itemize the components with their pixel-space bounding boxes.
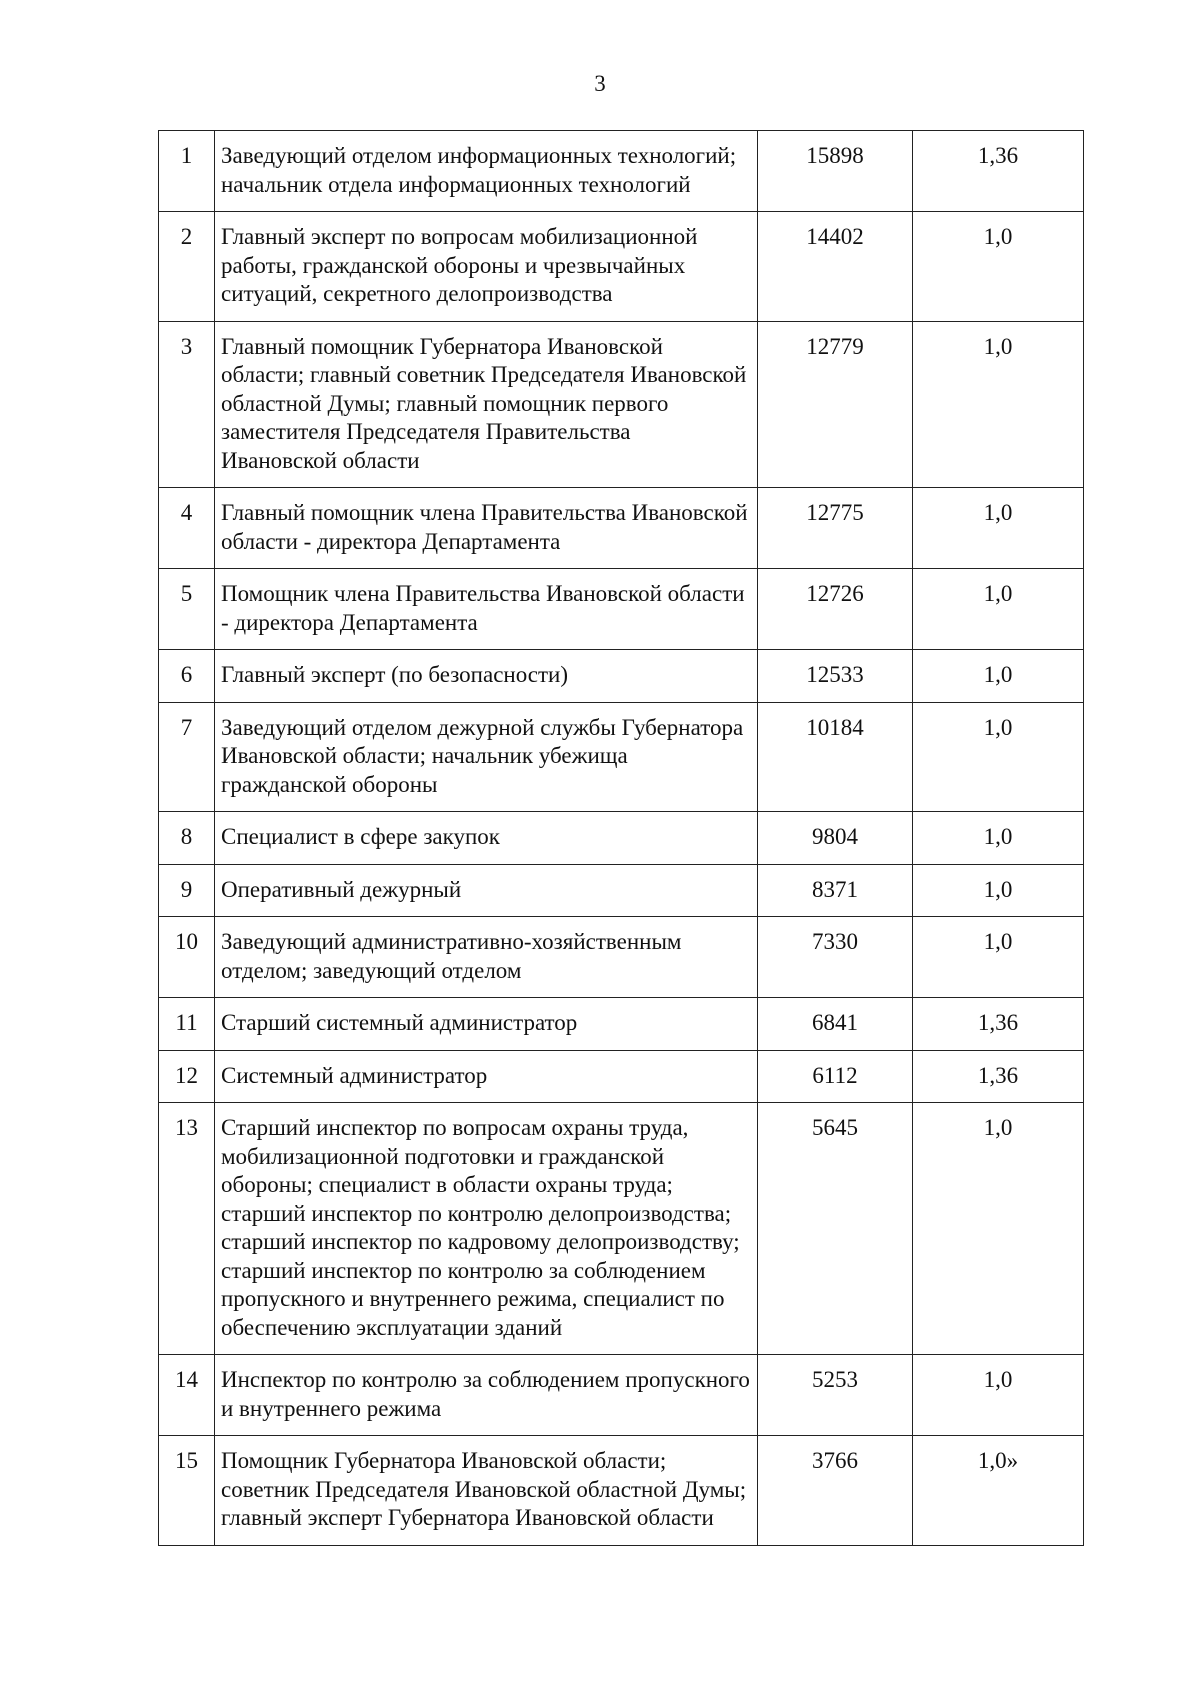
salary-amount: 8371 [758, 864, 913, 917]
row-number: 3 [159, 321, 215, 488]
salary-amount: 6112 [758, 1050, 913, 1103]
table-row [159, 650, 1084, 703]
salary-amount: 12775 [758, 488, 913, 569]
coefficient: 1,0 [913, 650, 1084, 703]
row-number: 9 [159, 864, 215, 917]
coefficient: 1,0 [913, 812, 1084, 865]
coefficient: 1,36 [913, 131, 1084, 212]
table-row [159, 1436, 1084, 1546]
position-title: Главный эксперт по вопросам мобилизационной работы, гражданской обороны и чрезвычайных ситуаций, секретного делопроизводства [215, 212, 758, 322]
row-number: 13 [159, 1103, 215, 1355]
position-salary-table [158, 130, 1084, 1546]
salary-amount: 12533 [758, 650, 913, 703]
salary-amount: 7330 [758, 917, 913, 998]
row-number: 6 [159, 650, 215, 703]
coefficient: 1,0 [913, 1355, 1084, 1436]
salary-amount: 6841 [758, 998, 913, 1051]
table-row [159, 488, 1084, 569]
coefficient: 1,0 [913, 488, 1084, 569]
table-row [159, 998, 1084, 1051]
table-row [159, 321, 1084, 488]
salary-amount: 9804 [758, 812, 913, 865]
coefficient: 1,0 [913, 569, 1084, 650]
coefficient: 1,0 [913, 321, 1084, 488]
position-title: Заведующий отделом дежурной службы Губернатора Ивановской области; начальник убежища гражданской обороны [215, 702, 758, 812]
position-title: Системный администратор [215, 1050, 758, 1103]
table-row [159, 812, 1084, 865]
coefficient: 1,36 [913, 1050, 1084, 1103]
table-body [159, 131, 1084, 1546]
position-title: Заведующий отделом информационных технологий; начальник отдела информационных технологий [215, 131, 758, 212]
salary-amount: 15898 [758, 131, 913, 212]
table-row [159, 131, 1084, 212]
table-row [159, 569, 1084, 650]
position-title: Старший инспектор по вопросам охраны труда, мобилизационной подготовки и гражданской обороны; специалист в области охраны труда; старший инспектор по контролю делопроизводства; старший инспектор по кадровому делопроизводству; старший инспектор по контролю за соблюдением пропускного и внутреннего режима, специалист по обеспечению эксплуатации зданий [215, 1103, 758, 1355]
position-title: Инспектор по контролю за соблюдением пропускного и внутреннего режима [215, 1355, 758, 1436]
table-row [159, 1355, 1084, 1436]
coefficient: 1,36 [913, 998, 1084, 1051]
row-number: 10 [159, 917, 215, 998]
salary-amount: 12779 [758, 321, 913, 488]
salary-amount: 12726 [758, 569, 913, 650]
table-row [159, 1050, 1084, 1103]
row-number: 2 [159, 212, 215, 322]
table-row [159, 917, 1084, 998]
salary-amount: 5645 [758, 1103, 913, 1355]
row-number: 15 [159, 1436, 215, 1546]
row-number: 1 [159, 131, 215, 212]
position-title: Помощник Губернатора Ивановской области; советник Председателя Ивановской областной Думы; главный эксперт Губернатора Ивановской области [215, 1436, 758, 1546]
salary-amount: 14402 [758, 212, 913, 322]
page-number: 3 [594, 71, 606, 96]
table-row [159, 702, 1084, 812]
coefficient: 1,0 [913, 917, 1084, 998]
row-number: 4 [159, 488, 215, 569]
salary-amount: 5253 [758, 1355, 913, 1436]
row-number: 12 [159, 1050, 215, 1103]
row-number: 11 [159, 998, 215, 1051]
coefficient: 1,0 [913, 212, 1084, 322]
row-number: 5 [159, 569, 215, 650]
position-title: Главный помощник Губернатора Ивановской области; главный советник Председателя Ивановской областной Думы; главный помощник первого заместителя Председателя Правительства Ивановской области [215, 321, 758, 488]
position-title: Главный помощник члена Правительства Ивановской области - директора Департамента [215, 488, 758, 569]
position-title: Заведующий административно-хозяйственным отделом; заведующий отделом [215, 917, 758, 998]
row-number: 8 [159, 812, 215, 865]
table-row [159, 864, 1084, 917]
coefficient: 1,0 [913, 702, 1084, 812]
salary-amount: 3766 [758, 1436, 913, 1546]
position-title: Оперативный дежурный [215, 864, 758, 917]
salary-amount: 10184 [758, 702, 913, 812]
position-title: Главный эксперт (по безопасности) [215, 650, 758, 703]
coefficient: 1,0» [913, 1436, 1084, 1546]
table-row [159, 1103, 1084, 1355]
row-number: 7 [159, 702, 215, 812]
position-title: Специалист в сфере закупок [215, 812, 758, 865]
row-number: 14 [159, 1355, 215, 1436]
position-title: Помощник члена Правительства Ивановской области - директора Департамента [215, 569, 758, 650]
position-title: Старший системный администратор [215, 998, 758, 1051]
coefficient: 1,0 [913, 864, 1084, 917]
table-row [159, 212, 1084, 322]
coefficient: 1,0 [913, 1103, 1084, 1355]
